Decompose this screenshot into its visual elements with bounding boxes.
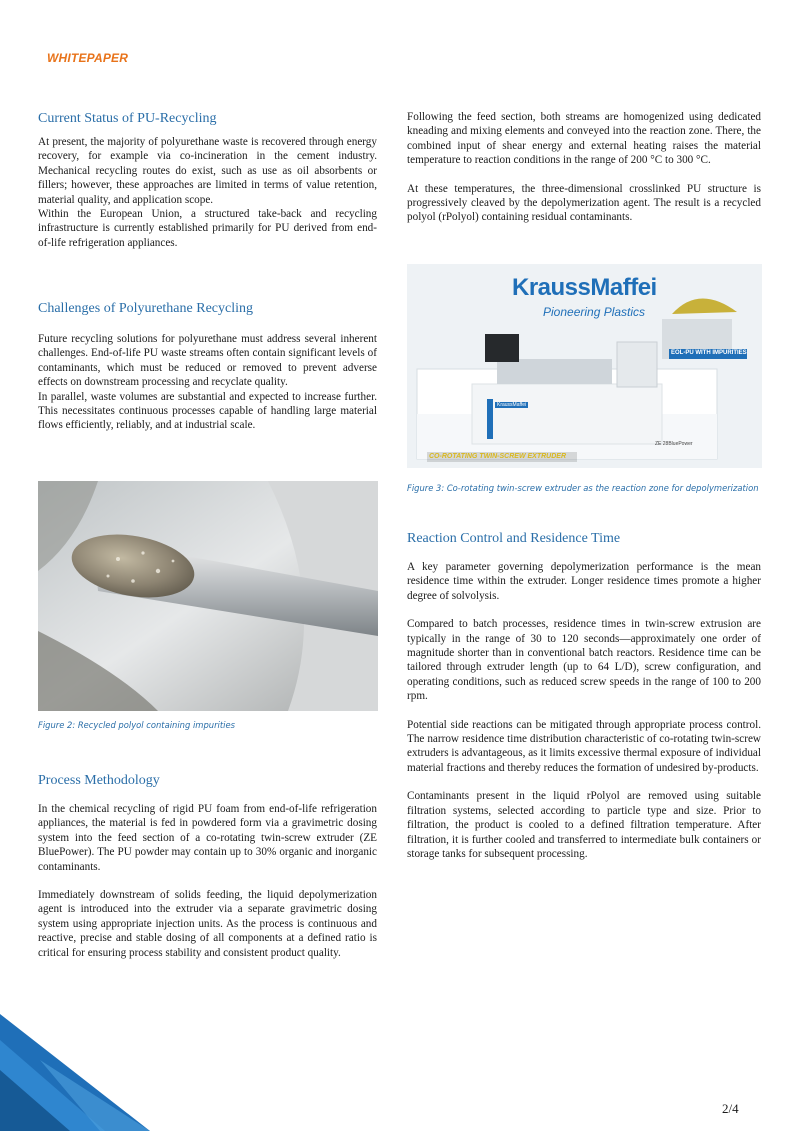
section-heading: Current Status of PU-Recycling <box>38 111 217 126</box>
paragraph: At these temperatures, the three-dimensional crosslinked PU structure is progressively cleaved by the depolymerization agent. The result is a recycled polyol (rPolyol) containing residual contaminants. <box>407 182 761 224</box>
section-current-status <box>38 111 377 250</box>
section-process-methodology <box>38 773 377 960</box>
corner-decoration <box>0 1000 160 1131</box>
figure-2-image <box>38 481 378 711</box>
document-type-label: WHITEPAPER <box>47 51 129 65</box>
section-heading: Process Methodology <box>38 773 160 788</box>
paragraph: Compared to batch processes, residence times in twin-screw extrusion are typically in the range of 30 to 120 seconds—approximately one order of magnitude shorter than in conventional batch reactors. Residence time can be tailored through extruder length (up to 64 L/D), screw configuration, and operating conditions, such as reduced screw speeds in the range of 100 to 200 rpm. <box>407 618 761 703</box>
paragraph: Future recycling solutions for polyurethane must address several inherent challenges. End-of-life PU waste streams often contain significant levels of contaminants, which must be reduced or removed to prevent adverse effects on downstream processing and recyclate quality. <box>38 333 377 389</box>
section-heading: Challenges of Polyurethane Recycling <box>38 301 253 316</box>
paragraph: Immediately downstream of solids feeding, the liquid depolymerization agent is introduced into the extruder via a separate gravimetric dosing system using appropriate injection units. As the process is continuous and reactive, precise and stable dosing of all components at a defined ratio is critical for ensuring process stability and consistent product quality. <box>38 889 377 959</box>
page-number: 2/4 <box>722 1101 739 1116</box>
paragraph: At present, the majority of polyurethane waste is recovered through energy recovery, for example via co-incineration in the cement industry. Mechanical recycling routes do exist, such as use as oil absorbents or fillers; however, these approaches are limited in terms of value retention, material quality, and application scope. <box>38 136 377 206</box>
figure-3-image <box>407 264 762 468</box>
paragraph: In parallel, waste volumes are substantial and expected to increase further. This necessitates continuous processes capable of handling large material flows efficiently, reliably, and at industrial scale. <box>38 390 377 432</box>
paragraph: Within the European Union, a structured take-back and recycling infrastructure is currently established primarily for PU derived from end-of-life refrigeration appliances. <box>38 208 377 249</box>
figure-2-caption: Figure 2: Recycled polyol containing impurities <box>38 720 235 730</box>
extruder-banner: CO-ROTATING TWIN-SCREW EXTRUDER <box>429 453 567 460</box>
section-heading: Reaction Control and Residence Time <box>407 531 621 546</box>
paragraph: In the chemical recycling of rigid PU foam from end-of-life refrigeration appliances, the material is fed in powdered form via a gravimetric dosing system into the feed section of a co-rotating twin-screw extruder (ZE BluePower). The PU powder may contain up to 30% organic and inorganic contaminants. <box>38 803 377 873</box>
paragraph: Contaminants present in the liquid rPolyol are removed using suitable filtration systems, selected according to particle type and size. Prior to filtration, the product is cooled to a defined filtration temperature. After filtration, it is further cooled and transferred to intermediate bulk containers or storage tanks for subsequent processing. <box>407 790 761 860</box>
paragraph: Potential side reactions can be mitigated through appropriate process control. The narrow residence time distribution characteristic of co-rotating twin-screw extruders is advantageous, as it limits excessive thermal exposure of individual material fractions and thereby reduces the formation of undesired by-products. <box>407 718 761 774</box>
model-label: ZE 28BluePower <box>655 441 693 447</box>
paragraph: Following the feed section, both streams are homogenized using dedicated kneading and mixing elements and conveyed into the reaction zone. There, the combined input of shear energy and external heating raises the material temperature to reaction conditions in the range of 200 °C to 300 °C. <box>407 111 761 167</box>
slogan-text: Pioneering Plastics <box>543 305 646 319</box>
section-challenges <box>38 301 377 433</box>
paragraph: A key parameter governing depolymerization performance is the mean residence time within the extruder. Longer residence times promote a higher degree of solvolysis. <box>407 561 761 602</box>
figure-3-caption: Figure 3: Co-rotating twin-screw extruder as the reaction zone for depolymerization <box>407 483 759 493</box>
section-reaction-control <box>407 531 761 861</box>
material-tag: EOL-PU WITH IMPURITIES <box>671 350 747 356</box>
section-reaction-intro <box>407 110 761 225</box>
kraussmaffei-logo: KraussMaffei <box>512 274 657 301</box>
machine-label: KraussMaffei <box>497 402 527 408</box>
